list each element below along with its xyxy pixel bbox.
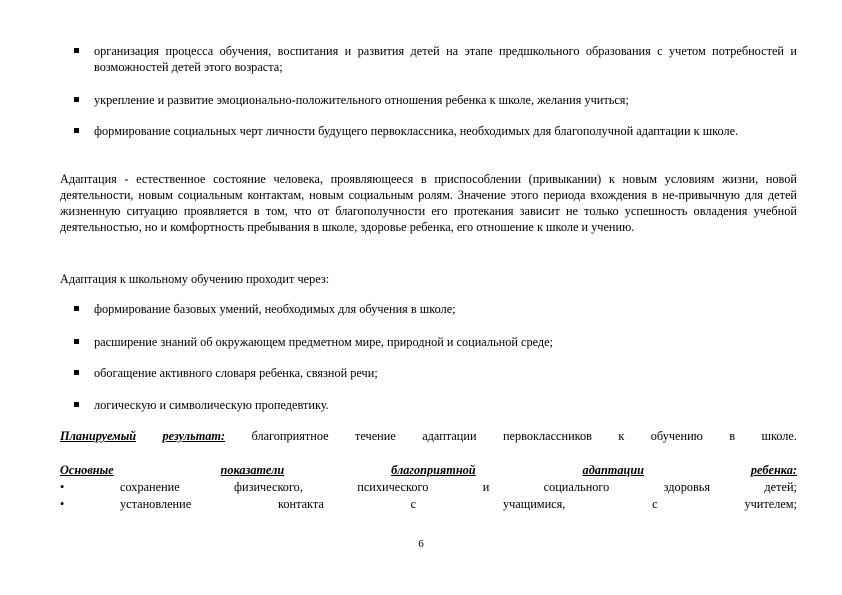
list-item — [74, 365, 797, 381]
planned-label-word: Планируемый — [60, 429, 137, 443]
indicators-word: Основные — [60, 463, 114, 477]
list-word: здоровья — [663, 480, 711, 494]
square-bullet-icon — [74, 339, 79, 344]
indicators-word: адаптации — [582, 463, 645, 477]
planned-word: в — [729, 429, 736, 443]
list-word: учителем; — [744, 497, 797, 511]
planned-label-word: результат: — [162, 429, 226, 443]
square-bullet-icon — [74, 128, 79, 133]
square-bullet-icon — [74, 370, 79, 375]
list-item-text: укрепление и развитие эмоционально-положительного отношения ребенка к школе, желания учиться; — [94, 93, 629, 107]
paragraph-through: Адаптация к школьному обучению проходит через: — [60, 272, 330, 286]
list-item — [74, 301, 797, 317]
list-item-text: организация процесса обучения, воспитания и развития детей на этапе предшкольного образования с учетом потребностей и возможностей детей этого возраста; — [94, 44, 797, 74]
list-item-text: обогащение активного словаря ребенка, связной речи; — [94, 366, 378, 380]
list-word: сохранение — [120, 480, 180, 494]
list-word: физического, — [234, 480, 303, 494]
list-word: социального — [543, 480, 610, 494]
planned-word: адаптации — [422, 429, 477, 443]
list-word: с — [652, 497, 658, 511]
round-bullet-icon: • — [60, 480, 65, 494]
planned-word: к — [618, 429, 625, 443]
list-word: с — [410, 497, 417, 511]
dot-list-words — [120, 496, 797, 512]
list-item-text: формирование базовых умений, необходимых для обучения в школе; — [94, 302, 456, 316]
list-item — [74, 397, 797, 413]
list-word: учащимися, — [502, 497, 566, 511]
planned-word: обучению — [650, 429, 703, 443]
dot-list-words — [120, 479, 797, 495]
list-item — [74, 123, 797, 139]
planned-word: течение — [355, 429, 396, 443]
list-item — [74, 92, 797, 108]
list-item — [74, 334, 797, 350]
list-word: и — [482, 480, 490, 494]
indicators-heading — [60, 462, 797, 478]
list-word: установление — [120, 497, 192, 511]
list-item-text: формирование социальных черт личности будущего первоклассника, необходимых для благополучной адаптации к школе. — [94, 124, 739, 138]
list-item-text: логическую и символическую пропедевтику. — [94, 398, 329, 412]
list-word: психического — [357, 480, 429, 494]
planned-word: первоклассников — [502, 429, 592, 443]
list-item-text: расширение знаний об окружающем предметном мире, природной и социальной среде; — [94, 335, 554, 349]
page-number: 6 — [418, 538, 424, 550]
indicators-word: благоприятной — [391, 463, 476, 477]
square-bullet-icon — [74, 48, 79, 53]
indicators-word: ребенка: — [750, 463, 797, 477]
list-item — [74, 43, 797, 75]
square-bullet-icon — [74, 306, 79, 311]
planned-result-line — [60, 428, 797, 444]
planned-word: школе. — [761, 429, 797, 443]
square-bullet-icon — [74, 97, 79, 102]
dot-list-item — [60, 496, 797, 512]
dot-list-item — [60, 479, 797, 495]
round-bullet-icon: • — [60, 497, 65, 511]
paragraph-adaptation: Адаптация - естественное состояние человека, проявляющееся в приспособлении (привыкании) к новым условиям жизни, новой деятельности, новым социальным контактам, новым социальным ролям. Значение этого периода вхождения в не-привычную для детей жизненную ситуацию проявляется в том, что от благополучности его протекания зависит не только успешность овладения учебной деятельностью, но и комфортность пребывания в школе, здоровье ребенка, его отношение к школе и учению. — [60, 172, 797, 234]
square-bullet-icon — [74, 402, 79, 407]
list-word: контакта — [278, 497, 324, 511]
planned-word: благоприятное — [251, 429, 329, 443]
indicators-word: показатели — [220, 463, 285, 477]
list-word: детей; — [764, 480, 797, 494]
